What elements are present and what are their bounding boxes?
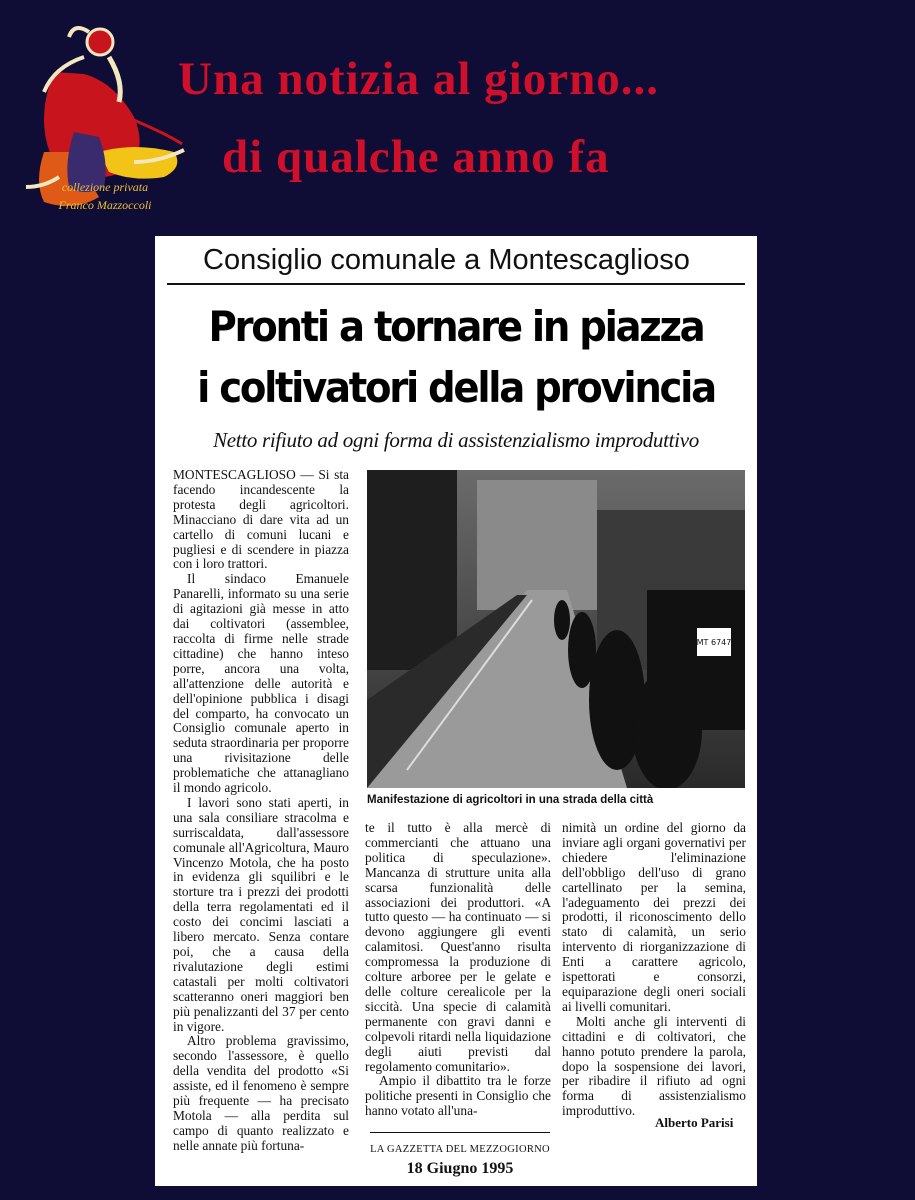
paragraph: I lavori sono stati aperti, in una sala consiliare stracolma e surriscaldata, dall'assessore comunale all'Agricoltura, Mauro Vincenzo Motola, che ha posto in evidenza gli squilibri e le storture tra i prezzi dei prodotti della terra regolamentati ed il costo dei concimi lasciati a libero mercato. Senza contare poi, che a causa della rivalutazione degli estimi catastali per molti coltivatori scatteranno oneri maggiori ben più penalizzanti del 37 per cento in vigore.	[173, 794, 349, 1034]
paragraph: Altro problema gravissimo, secondo l'assessore, è quello della vendita del prodotto «Si assiste, ed il fenomeno è sempre più frequente — ha precisato Motola — alla perdita sul campo di quanto realizzato e nelle annate più fortuna-	[173, 1033, 349, 1153]
paragraph: Il sindaco Emanuele Panarelli, informato su una serie di agitazioni già messe in atto dai coltivatori (assemblee, raccolta di firme nelle strade cittadine) che hanno inteso porre, ancora una volta, all'attenzione delle autorità e dell'opinione pubblica i disagi del comparto, ha convocato un Consiglio comunale aperto in seduta straordinaria per proporre una rivisitazione delle problematiche che attanagliano il mondo agricolo.	[173, 571, 349, 796]
headline-line2: i coltivatori della provincia	[197, 363, 715, 412]
newspaper-name: LA GAZZETTA DEL MEZZOGIORNO	[370, 1144, 550, 1155]
headline-line1: Pronti a tornare in piazza	[208, 302, 704, 351]
page-title-line2: di qualche anno fa	[222, 131, 610, 183]
masthead-rule	[370, 1132, 550, 1133]
page-title-line1: Una notizia al giorno...	[178, 53, 659, 105]
article-column-1	[173, 468, 349, 1154]
photo-caption: Manifestazione di agricoltori in una strada della città	[367, 794, 654, 806]
paragraph: nimità un ordine del giorno da inviare agli organi governativi per chiedere l'eliminazione dell'obbligo dell'uso di grano cartellinato per la semina, l'adeguamento dei prezzi dei prodotti, il riconoscimento dello stato di calamità, un serio intervento di riorganizzazione di Enti a carattere agricolo, ispettorati e consorzi, equiparazione degli oneri sociali ai livelli comunitari.	[562, 820, 746, 1014]
logo-caption	[30, 178, 180, 214]
license-plate-text: MT 6747	[696, 638, 732, 647]
publication-date: 18 Giugno 1995	[406, 1160, 514, 1177]
paragraph: Ampio il dibattito tra le forze politiche presenti in Consiglio che hanno votato all'una-	[365, 1073, 551, 1119]
kicker-rule	[167, 283, 745, 285]
article-subhead: Netto rifiuto ad ogni forma di assistenzialismo improduttivo	[213, 428, 699, 452]
article-column-2	[365, 821, 551, 1119]
article-column-3	[562, 821, 746, 1119]
photo-tractors-street	[367, 470, 745, 788]
author-signature: Alberto Parisi	[655, 1115, 734, 1130]
newspaper-clipping	[155, 236, 757, 1186]
paragraph: te il tutto è alla mercè di commercianti che attuano una politica di speculazione». Mancanza di strutture unita alla scarsa funzionalità delle associazioni dei produttori. «A tutto questo — ha continuato — si devono aggiungere gli eventi calamitosi. Quest'anno risulta compromessa la produzione di colture arboree per le gelate e delle colture cerealicole per la siccità. Una specie di calamità permanente con gravi danni e colpevoli ritardi nella liquidazione degli aiuti previsti dal regolamento comunitario».	[365, 820, 551, 1074]
paragraph: MONTESCAGLIOSO — Si sta facendo incandescente la protesta degli agricoltori. Minacciano di dare vita ad un cartello di comuni lucani e pugliesi e di scendere in piazza con i loro trattori.	[173, 467, 349, 572]
logo-caption-line2: Franco Mazzoccoli	[58, 198, 152, 212]
logo-caption-line1: collezione privata	[61, 180, 149, 194]
paragraph: Molti anche gli interventi di cittadini e di coltivatori, che hanno potuto prendere la parola, dopo la sospensione dei lavori, per ribadire il rifiuto ad ogni forma di assistenzialismo improduttivo.	[562, 1013, 746, 1119]
article-kicker: Consiglio comunale a Montescaglioso	[203, 244, 690, 276]
